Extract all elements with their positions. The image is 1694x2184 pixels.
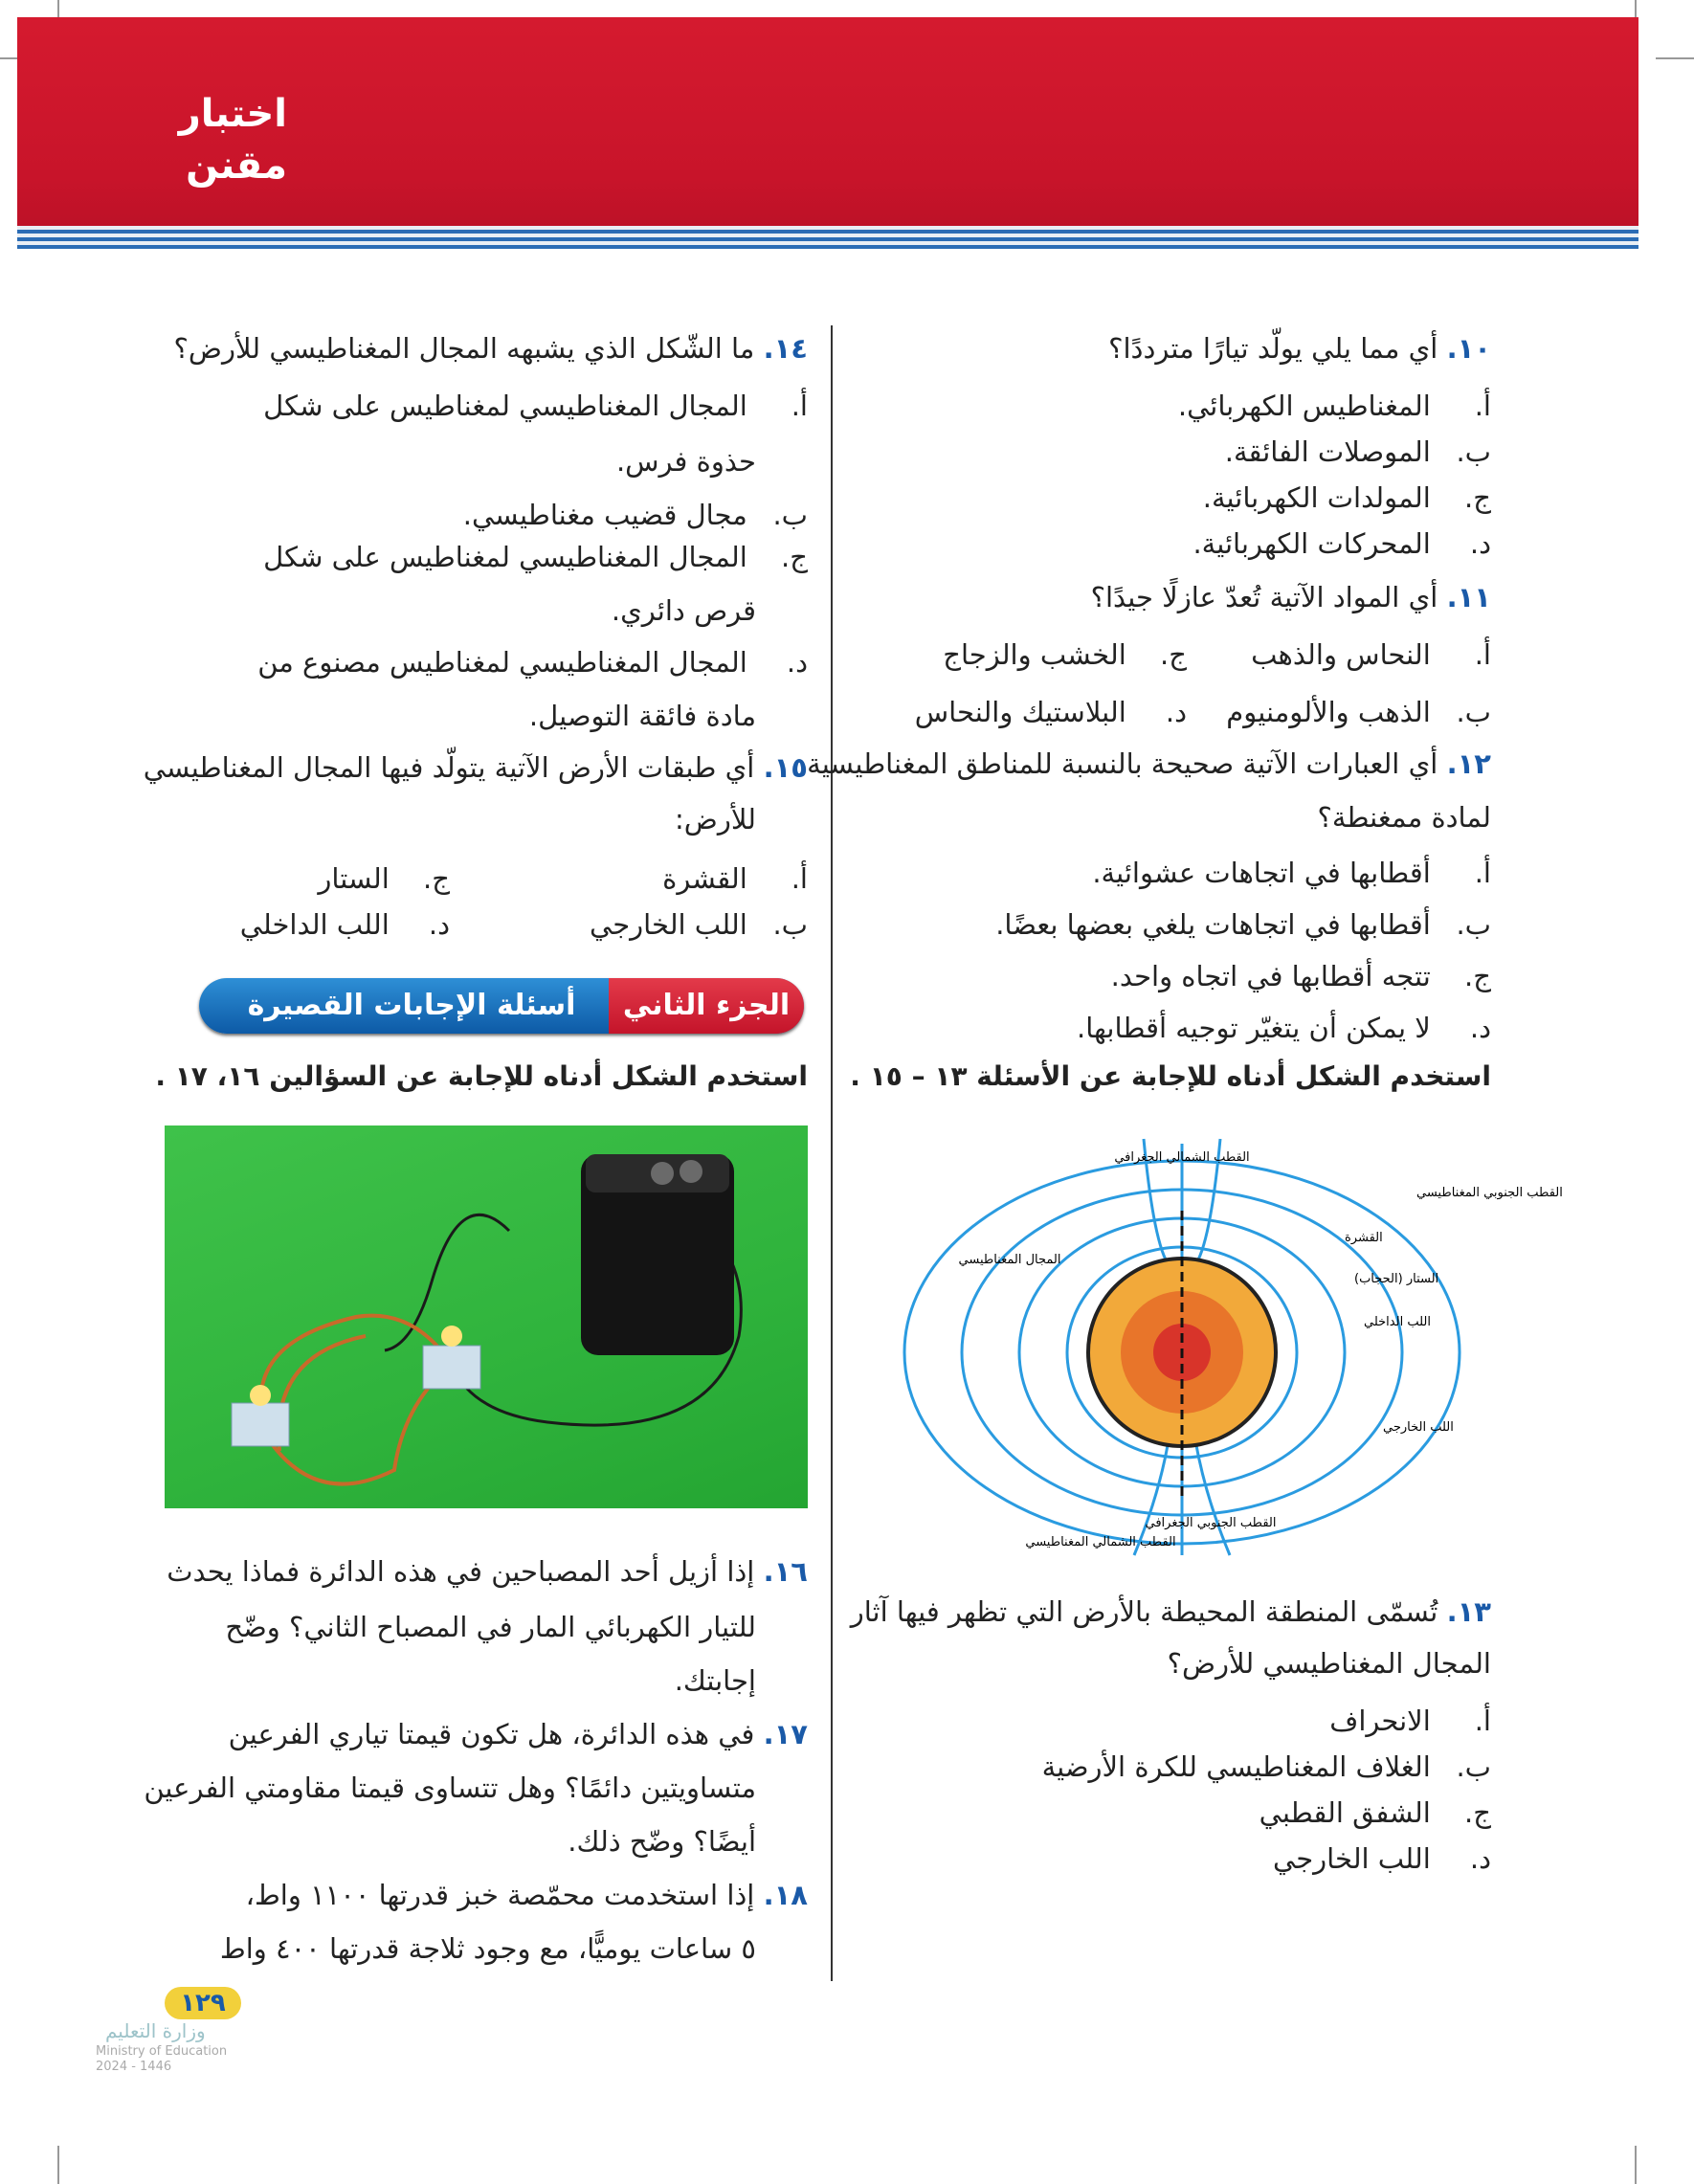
question-16 — [167, 1552, 808, 1591]
option-text: المحركات الكهربائية. — [1192, 527, 1431, 560]
option-label: ب. — [1456, 696, 1491, 728]
bulb — [250, 1385, 271, 1406]
option-text: الانحراف — [1329, 1705, 1431, 1737]
option-text: القشرة — [662, 862, 747, 895]
question-text: أي العبارات الآتية صحيحة بالنسبة للمناطق المغناطيسية — [807, 747, 1438, 780]
option-text: المجال المغناطيسي لمغناطيس على شكل — [263, 390, 747, 422]
option-text: النحاس والذهب — [1251, 638, 1431, 671]
question-text: تُسمّى المنطقة المحيطة بالأرض التي تظهر فيها آثار — [850, 1595, 1438, 1628]
option[interactable] — [318, 859, 450, 898]
option-text: اللب الخارجي — [590, 908, 747, 941]
option-label: ج. — [1464, 960, 1491, 992]
option[interactable] — [1192, 524, 1491, 563]
question-text-continued: متساويتين دائمًا؟ وهل تتساوى قيمتا مقاومتي الفرعين — [144, 1772, 756, 1804]
wire — [279, 1336, 366, 1451]
title-line2: مقنن — [186, 144, 287, 188]
crop-mark — [1656, 57, 1694, 59]
label-geo-south: القطب الجنوبي الجغرافي — [1145, 1516, 1277, 1530]
option-text-continued: قرص دائري. — [611, 594, 756, 627]
option[interactable] — [1203, 479, 1491, 517]
question-17 — [229, 1715, 808, 1753]
question-text-continued: لمادة ممغنطة؟ — [1317, 801, 1491, 834]
option[interactable] — [1178, 387, 1491, 425]
question-text: في هذه الدائرة، هل تكون قيمتا تياري الفرعين — [228, 1718, 755, 1750]
option[interactable] — [263, 387, 808, 425]
question-14 — [174, 329, 809, 368]
battery-terminal — [651, 1162, 674, 1185]
option-text: تتجه أقطابها في اتجاه واحد. — [1110, 960, 1431, 992]
title-line1: اختبار — [178, 92, 287, 136]
option-label: أ. — [1474, 1705, 1491, 1737]
option[interactable] — [1225, 433, 1491, 471]
option[interactable] — [1092, 854, 1491, 892]
option-label: أ. — [1474, 638, 1491, 671]
option[interactable] — [1111, 957, 1491, 995]
option-label: ج. — [1464, 1796, 1491, 1829]
question-13 — [851, 1593, 1491, 1631]
option-label: ب. — [1456, 435, 1491, 468]
label-crust: القشرة — [1345, 1231, 1383, 1245]
option-label: ج. — [1160, 638, 1187, 671]
option-label: أ. — [791, 390, 808, 422]
label-mantle: الستار (الحجاب) — [1354, 1272, 1439, 1286]
field-line — [1196, 1445, 1230, 1555]
option-text-continued: مادة فائقة التوصيل. — [528, 700, 756, 732]
option-label: أ. — [1474, 390, 1491, 422]
option[interactable] — [1273, 1839, 1491, 1878]
option[interactable] — [257, 643, 808, 681]
earth-magnetic-field-diagram — [895, 1134, 1563, 1560]
label-field: المجال المغناطيسي — [958, 1253, 1061, 1267]
option-label: ب. — [1456, 1750, 1491, 1783]
question-number: ١٨. — [763, 1879, 808, 1911]
option[interactable] — [1251, 635, 1491, 674]
question-text: أي طبقات الأرض الآتية يتولّد فيها المجال المغناطيسي — [143, 751, 755, 784]
option-text: لا يمكن أن يتغيّر توجيه أقطابها. — [1076, 1012, 1431, 1044]
option-text-continued: حذوة فرس. — [615, 445, 756, 478]
question-text: أي المواد الآتية تُعدّ عازلًا جيدًا؟ — [1090, 581, 1438, 613]
option-text: اللب الداخلي — [239, 908, 390, 941]
question-18 — [246, 1876, 808, 1914]
option[interactable] — [1259, 1794, 1491, 1832]
wire — [261, 1316, 452, 1484]
ministry-english: Ministry of Education — [96, 2044, 228, 2059]
option[interactable] — [1226, 693, 1491, 731]
option-label: ب. — [772, 499, 808, 531]
option[interactable] — [1329, 1702, 1491, 1740]
label-mag-south: القطب الجنوبي المغناطيسي — [1416, 1186, 1563, 1200]
question-text-continued: للتيار الكهربائي المار في المصباح الثاني؟ وضّح — [225, 1611, 756, 1643]
circuit-photo — [165, 1125, 808, 1508]
question-15 — [144, 748, 808, 787]
label-outer-core: اللب الخارجي — [1383, 1420, 1454, 1435]
option[interactable] — [590, 905, 808, 944]
option-label: د. — [786, 646, 808, 679]
question-12 — [807, 745, 1491, 783]
instruction-16-17: استخدم الشكل أدناه للإجابة عن السؤالين ١٦، ١٧ . — [155, 1060, 808, 1092]
option-label: ج. — [781, 541, 808, 573]
option-text: المجال المغناطيسي لمغناطيس مصنوع من — [257, 646, 747, 679]
option[interactable] — [943, 635, 1187, 674]
option[interactable] — [915, 693, 1187, 731]
option-text: الخشب والزجاج — [943, 638, 1126, 671]
option-label: د. — [1469, 527, 1491, 560]
label-geo-north: القطب الشمالي الجغرافي — [1114, 1150, 1250, 1165]
question-text: إذا أزيل أحد المصباحين في هذه الدائرة فماذا يحدث — [167, 1555, 755, 1588]
option-label: ب. — [1456, 908, 1491, 941]
bulb-holder — [423, 1346, 480, 1389]
option-text: الذهب والألومنيوم — [1226, 696, 1431, 728]
option-text: المغناطيس الكهربائي. — [1177, 390, 1431, 422]
option-label: أ. — [791, 862, 808, 895]
option-label: ج. — [1464, 481, 1491, 514]
option[interactable] — [1042, 1748, 1491, 1786]
option-text: البلاستيك والنحاس — [914, 696, 1126, 728]
option[interactable] — [1077, 1009, 1491, 1047]
option-text: الموصلات الفائقة. — [1224, 435, 1431, 468]
option[interactable] — [995, 905, 1491, 944]
option[interactable] — [662, 859, 808, 898]
question-11 — [1091, 578, 1491, 616]
option[interactable] — [463, 496, 808, 534]
battery-terminal — [680, 1160, 702, 1183]
instruction-13-15: استخدم الشكل أدناه للإجابة عن الأسئلة ١٣ – ١٥ . — [850, 1060, 1491, 1092]
option-text: الغلاف المغناطيسي للكرة الأرضية — [1041, 1750, 1431, 1783]
question-text: أي مما يلي يولّد تيارًا مترددًا؟ — [1108, 332, 1438, 365]
option-text: الستار — [318, 862, 390, 895]
question-10 — [1108, 329, 1491, 368]
page-number: ١٢٩ — [165, 1987, 241, 2019]
question-number: ١٣. — [1446, 1595, 1491, 1628]
question-text-continued: للأرض: — [675, 803, 756, 836]
option-label: ج. — [423, 862, 450, 895]
option-text: المجال المغناطيسي لمغناطيس على شكل — [263, 541, 747, 573]
page-title — [153, 88, 287, 191]
part2-label: الجزء الثاني — [609, 978, 804, 1034]
column-divider — [831, 325, 833, 1981]
option-text: الشفق القطبي — [1259, 1796, 1431, 1829]
bulb — [441, 1326, 462, 1347]
question-text-continued: إجابتك. — [674, 1664, 756, 1697]
option-label: أ. — [1474, 857, 1491, 889]
option[interactable] — [263, 538, 808, 576]
question-number: ١٧. — [763, 1718, 808, 1750]
question-number: ١١. — [1446, 581, 1491, 613]
question-text-continued: أيضًا؟ وضّح ذلك. — [568, 1825, 756, 1858]
option-text: أقطابها في اتجاهات عشوائية. — [1092, 857, 1431, 889]
question-text: إذا استخدمت محمّصة خبز قدرتها ١١٠٠ واط، — [245, 1879, 755, 1911]
question-number: ١٦. — [763, 1555, 808, 1588]
bulb-holder — [232, 1403, 289, 1446]
ministry-year: 2024 - 1446 — [96, 2060, 172, 2074]
question-number: ١٥. — [763, 751, 808, 784]
option-text: مجال قضيب مغناطيسي. — [462, 499, 747, 531]
label-mag-north: القطب الشمالي المغناطيسي — [1025, 1535, 1176, 1549]
crop-mark — [57, 2146, 59, 2184]
option-label: د. — [1469, 1012, 1491, 1044]
option-label: د. — [1165, 696, 1187, 728]
label-inner-core: اللب الداخلي — [1364, 1315, 1431, 1329]
ministry-logo-text: وزارة التعليم — [105, 2019, 206, 2042]
circuit-illustration — [165, 1125, 808, 1508]
question-text: ما الشّكل الذي يشبهه المجال المغناطيسي للأرض؟ — [173, 332, 755, 365]
question-number: ١٠. — [1446, 332, 1491, 365]
header-stripes — [17, 226, 1638, 253]
question-text-continued: ٥ ساعات يوميًّا، مع وجود ثلاجة قدرتها ٤٠٠ واط — [219, 1932, 756, 1965]
question-number: ١٢. — [1446, 747, 1491, 780]
crop-mark — [1635, 2146, 1637, 2184]
option-text: اللب الخارجي — [1273, 1842, 1431, 1875]
option-label: ب. — [772, 908, 808, 941]
part2-title: أسئلة الإجابات القصيرة — [247, 989, 576, 1022]
option-text: المولدات الكهربائية. — [1202, 481, 1431, 514]
question-number: ١٤. — [763, 332, 808, 365]
option-label: د. — [428, 908, 450, 941]
question-text-continued: المجال المغناطيسي للأرض؟ — [1167, 1647, 1491, 1680]
option[interactable] — [240, 905, 450, 944]
option-label: د. — [1469, 1842, 1491, 1875]
option-text: أقطابها في اتجاهات يلغي بعضها بعضًا. — [995, 908, 1431, 941]
